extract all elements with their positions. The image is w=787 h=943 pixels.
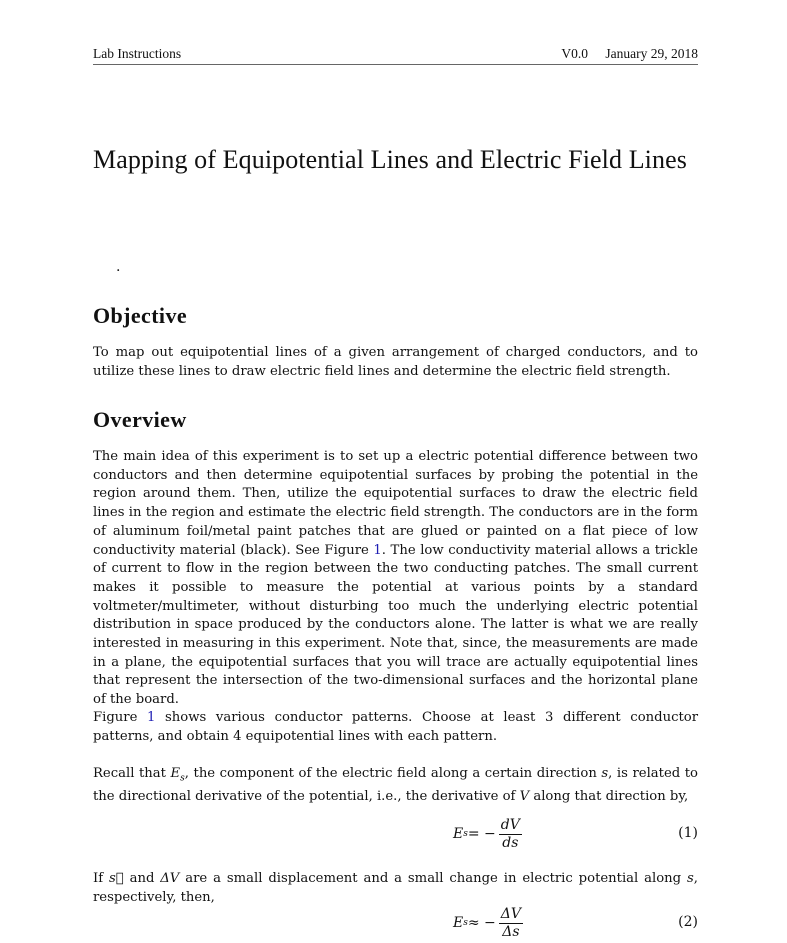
overview-paragraph-3 [93, 765, 698, 807]
math-symbol: ΔV [160, 871, 180, 886]
document-title: Mapping of Equipotential Lines and Electric Field Lines [93, 145, 687, 174]
header-meta [561, 46, 698, 62]
math-symbol: s [601, 766, 609, 781]
math-relation: ≈ − [467, 915, 496, 931]
equation-body [453, 903, 523, 943]
math-symbol: E [170, 766, 181, 781]
overview-paragraph-4 [93, 870, 698, 907]
text-run: The main idea of this experiment is to set up a electric potential difference between two conductors and then determine equipotential surfaces by probing the potential in the region around them. Then, utilize the equipotential surfaces to draw the electric field lines in the region and estimate the electric field strength. The conductors are in the form of aluminum foil/metal paint patches that are glued or painted on a flat piece of low conductivity material (black). See Figure [93, 449, 698, 558]
text-run: and [123, 871, 161, 886]
math-subscript: s [180, 773, 185, 784]
equation-number: (2) [678, 914, 698, 930]
fraction-denominator: ds [502, 834, 519, 851]
fraction [499, 906, 523, 941]
math-relation: = − [467, 826, 496, 842]
header-date: January 29, 2018 [605, 46, 698, 61]
fraction-numerator: dV [500, 816, 520, 833]
text-run: are a small displacement and a small change in electric potential along [179, 871, 688, 886]
stray-dot: . [116, 259, 121, 275]
text-run: , is related to the directional derivative of the potential, i.e., the derivative of [93, 766, 698, 805]
equation-body [453, 814, 522, 854]
equation-number: (1) [678, 825, 698, 841]
math-subscript: s [463, 829, 468, 839]
equation-1 [93, 814, 698, 854]
text-run: along that direction by, [529, 789, 689, 805]
math-symbol: E [453, 826, 464, 842]
math-symbol: s⃗ [109, 871, 124, 886]
text-run: If [93, 871, 109, 886]
math-symbol: s [687, 871, 694, 886]
overview-heading: Overview [93, 407, 187, 432]
page-header [93, 44, 698, 65]
fraction [499, 817, 522, 852]
text-run: shows various conductor patterns. Choose at least 3 different conductor patterns, and obtain 4 equipotential lines with each pattern. [93, 710, 698, 744]
figure-reference-link[interactable]: 1 [373, 542, 382, 558]
equation-2 [93, 903, 698, 943]
overview-paragraph-2 [93, 709, 698, 746]
overview-paragraph-1 [93, 448, 698, 710]
text-run: Recall that [93, 766, 171, 781]
text-run: Figure [93, 710, 148, 725]
fraction-denominator: Δs [502, 923, 520, 940]
text-run: , respectively, then, [93, 871, 698, 905]
math-symbol: E [453, 915, 464, 931]
fraction-numerator: ΔV [500, 905, 522, 922]
math-subscript: s [463, 918, 468, 928]
figure-reference-link[interactable]: 1 [147, 710, 156, 725]
objective-heading: Objective [93, 303, 188, 328]
objective-text: To map out equipotential lines of a given arrangement of charged conductors, and to utilize these lines to draw electric field lines and determine the electric field strength. [93, 345, 698, 379]
header-version: V0.0 [561, 46, 589, 61]
text-run: , the component of the electric field along a certain direction [184, 766, 602, 781]
text-run: . The low conductivity material allows a trickle of current to flow in the region between the two conducting patches. The small current makes it possible to measure the potential at various points by a standard voltmeter/multimeter, without disturbing too much the underlying electric potential distribution in space produced by the conductors alone. The latter is what we are really interested in measuring in this experiment. Note that, since, the measurements are made in a plane, the equipotential surfaces that you will trace are actually equipotential lines that represent the intersection of the two-dimensional surfaces and the horizontal plane of the board. [93, 542, 698, 708]
header-doc-type: Lab Instructions [93, 46, 182, 61]
math-symbol: V [519, 789, 530, 805]
